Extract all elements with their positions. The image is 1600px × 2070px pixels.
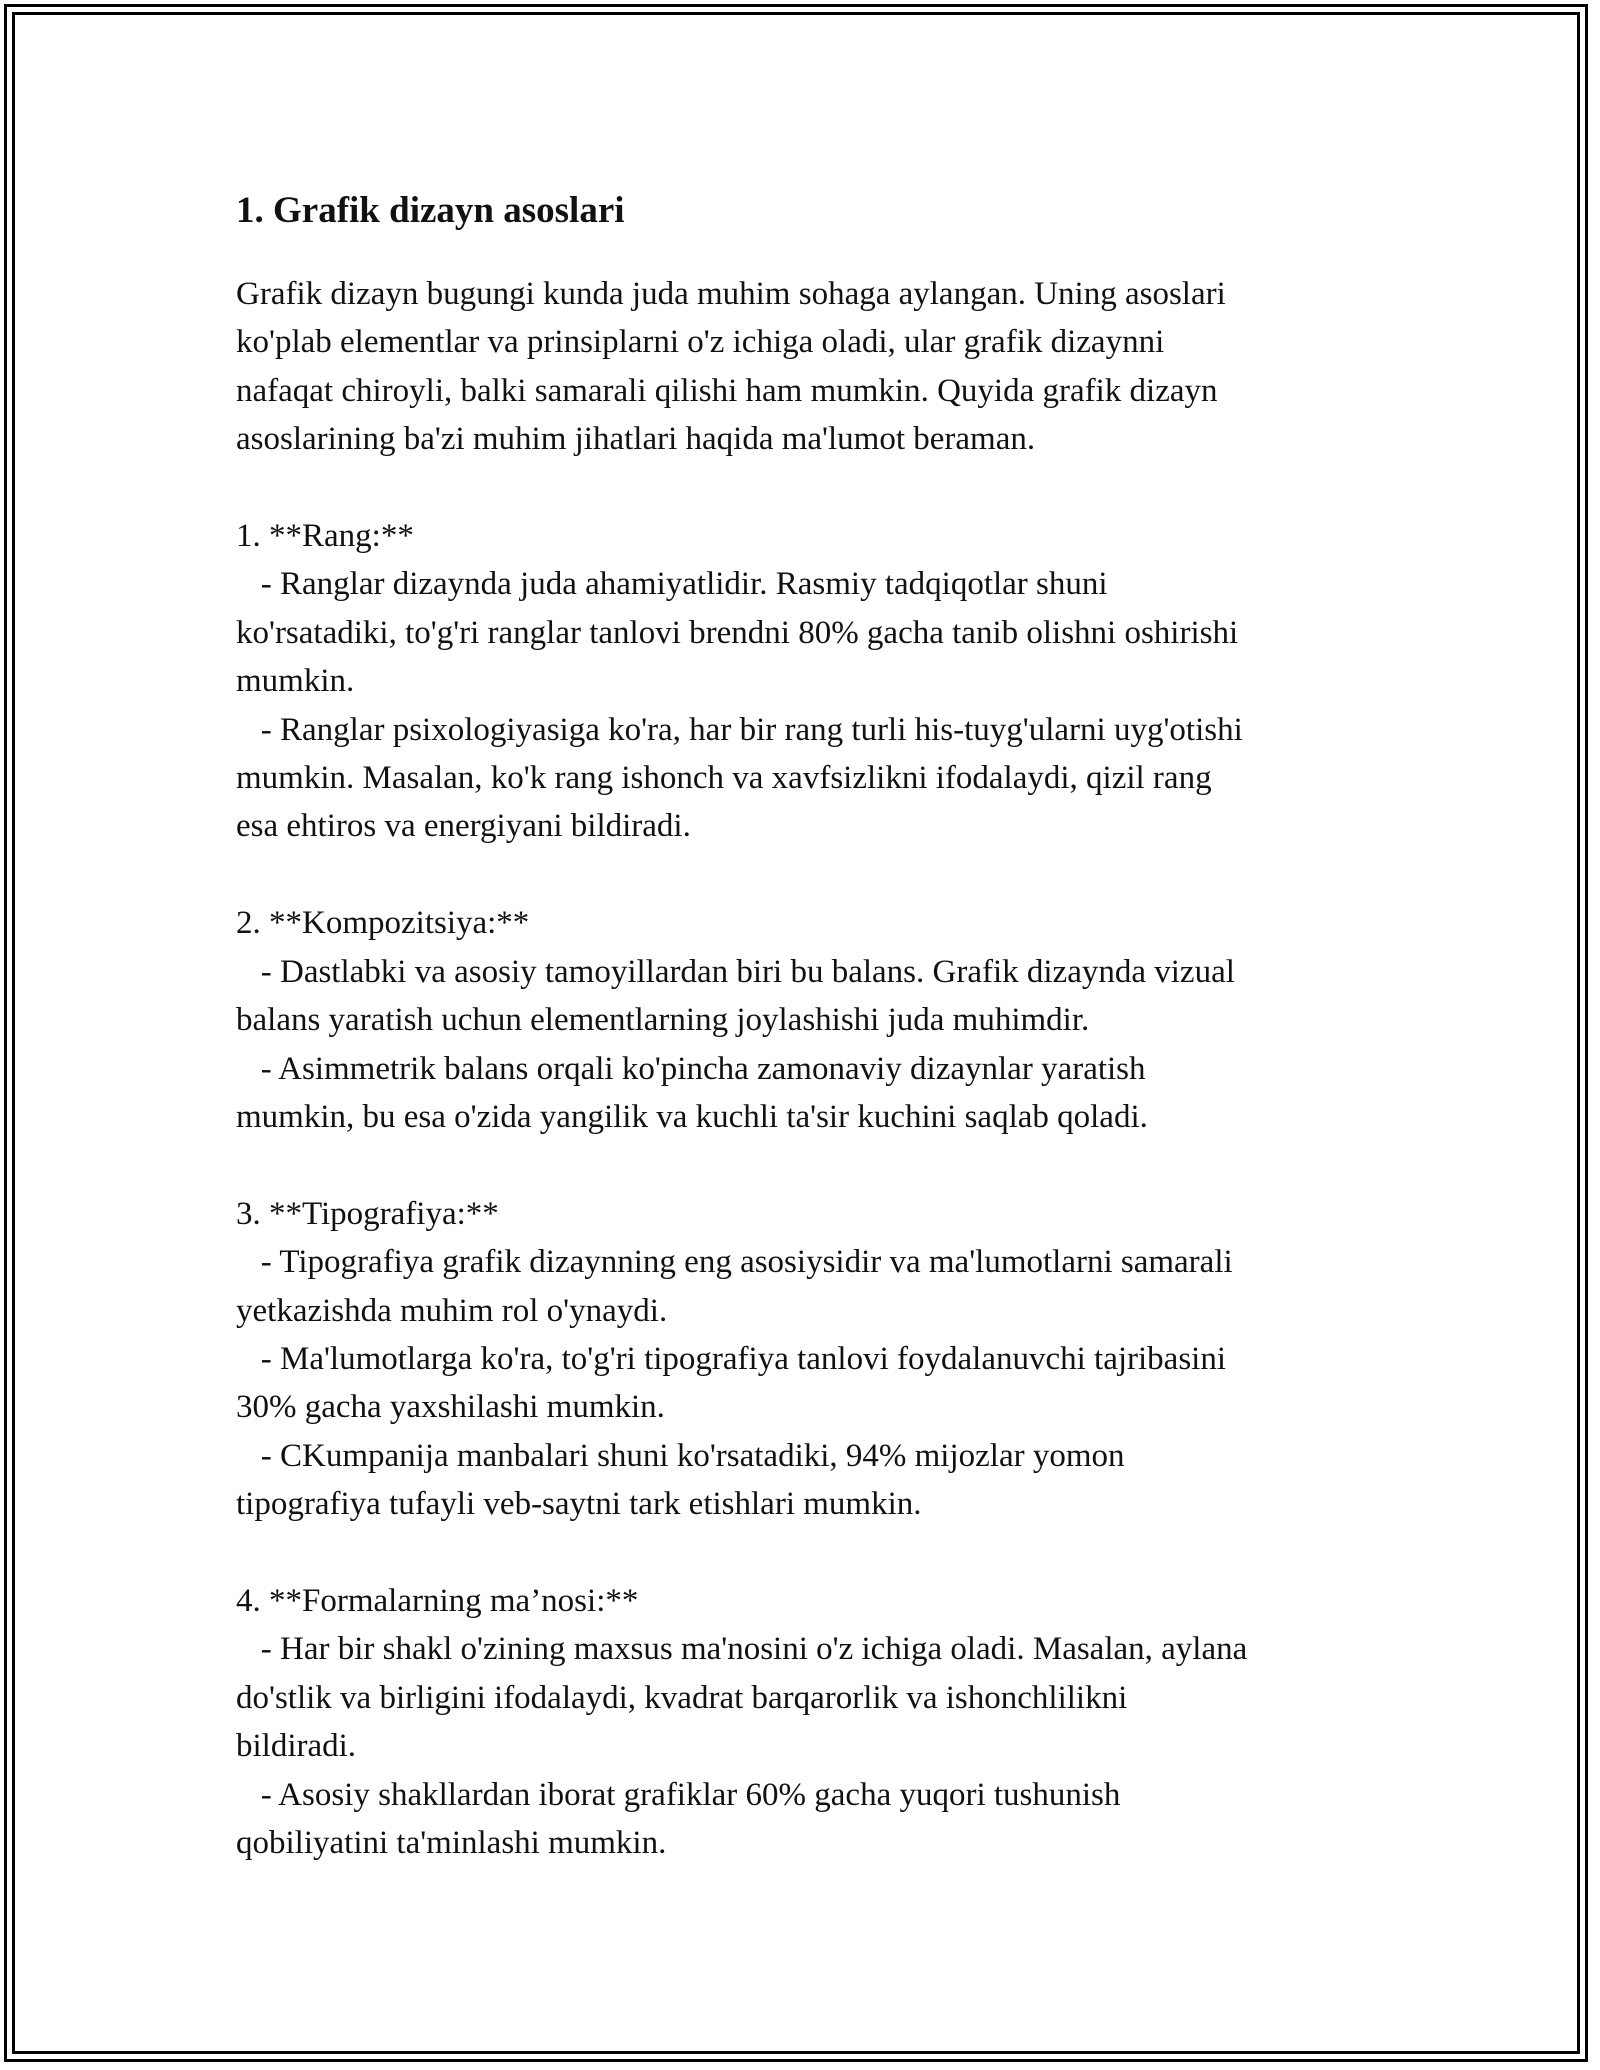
document-content	[236, 186, 1386, 1867]
document-title: 1. Grafik dizayn asoslari	[236, 190, 625, 231]
document-body: Grafik dizayn bugungi kunda juda muhim sohaga aylangan. Uning asoslari ko'plab elementlar va prinsiplarni o'z ichiga oladi, ular grafik dizaynni nafaqat chiroyli, balki samarali qilishi ham mumkin. Quyida grafik dizayn asoslarining ba'zi muhim jihatlari haqida ma'lumot beraman. 1. **Rang:** - Ranglar dizaynda juda ahamiyatlidir. Rasmiy tadqiqotlar shuni ko'rsatadiki, to'g'ri ranglar tanlovi brendni 80% gacha tanib olishni oshirishi mumkin. - Ranglar psixologiyasiga ko'ra, har bir rang turli his-tuyg'ularni uyg'otishi mumkin. Masalan, ko'k rang ishonch va xavfsizlikni ifodalaydi, qizil rang esa ehtiros va energiyani bildiradi. 2. **Kompozitsiya:** - Dastlabki va asosiy tamoyillardan biri bu balans. Grafik dizaynda vizual balans yaratish uchun elementlarning joylashishi juda muhimdir. - Asimmetrik balans orqali ko'pincha zamonaviy dizaynlar yaratish mumkin, bu esa o'zida yangilik va kuchli ta'sir kuchini saqlab qoladi. 3. **Tipografiya:** - Tipografiya grafik dizaynning eng asosiysidir va ma'lumotlarni samarali yetkazishda muhim rol o'ynaydi. - Ma'lumotlarga ko'ra, to'g'ri tipografiya tanlovi foydalanuvchi tajribasini 30% gacha yaxshilashi mumkin. - CKumpanija manbalari shuni ko'rsatadiki, 94% mijozlar yomon tipografiya tufayli veb-saytni tark etishlari mumkin. 4. **Formalarning ma’nosi:** - Har bir shakl o'zining maxsus ma'nosini o'z ichiga oladi. Masalan, aylana do'stlik va birligini ifodalaydi, kvadrat barqarorlik va ishonchlilikni bildiradi. - Asosiy shakllardan iborat grafiklar 60% gacha yuqori tushunish qobiliyatini ta'minlashi mumkin.	[236, 276, 1248, 1861]
